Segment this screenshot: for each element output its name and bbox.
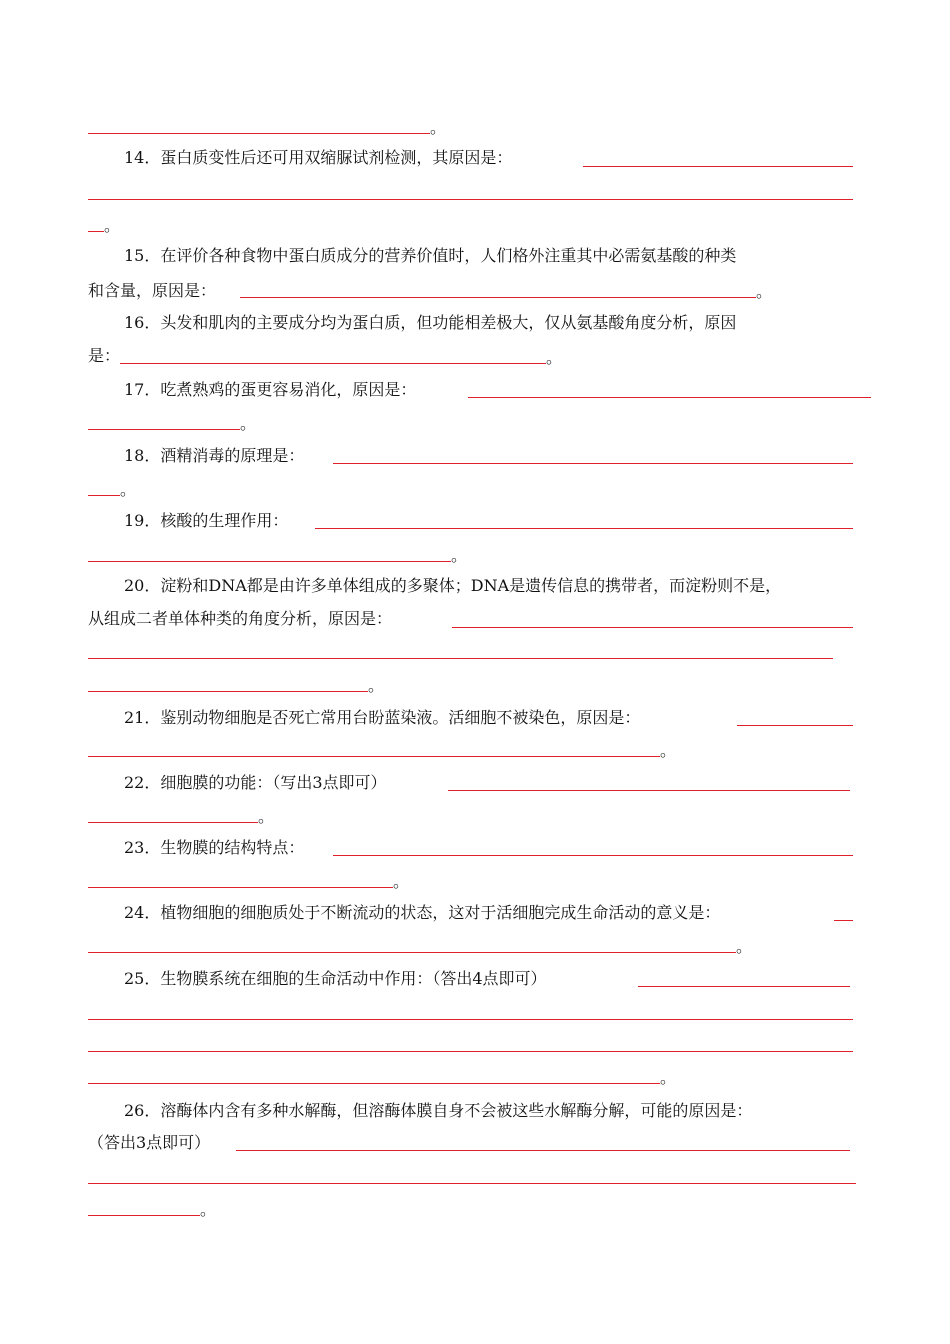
answer-line[interactable] [88, 952, 736, 953]
answer-line[interactable] [88, 691, 368, 692]
answer-line[interactable] [88, 1019, 853, 1020]
question-26-line1: 26．溶酶体内含有多种水解酶，但溶酶体膜自身不会被这些水解酶分解，可能的原因是： [124, 1101, 753, 1120]
question-17: 17．吃煮熟鸡的蛋更容易消化，原因是： [124, 380, 417, 399]
period: 。 [546, 348, 563, 367]
answer-line[interactable] [240, 297, 756, 298]
answer-line[interactable] [583, 166, 853, 167]
answer-line[interactable] [88, 495, 120, 496]
question-21: 21．鉴别动物细胞是否死亡常用台盼蓝染液。活细胞不被染色，原因是： [124, 708, 641, 727]
answer-line[interactable] [88, 133, 430, 134]
answer-line[interactable] [88, 756, 660, 757]
answer-line[interactable] [88, 1083, 660, 1084]
period: 。 [660, 1068, 677, 1087]
period: 。 [451, 546, 468, 565]
question-24: 24．植物细胞的细胞质处于不断流动的状态，这对于活细胞完成生命活动的意义是： [124, 903, 721, 922]
answer-line[interactable] [88, 1183, 856, 1184]
answer-line[interactable] [88, 822, 258, 823]
period: 。 [736, 937, 753, 956]
period: 。 [258, 807, 275, 826]
question-16-line1: 16．头发和肌肉的主要成分均为蛋白质，但功能相差极大，仅从氨基酸角度分析，原因 [124, 313, 737, 332]
answer-line[interactable] [333, 463, 853, 464]
answer-line[interactable] [88, 231, 104, 232]
answer-line[interactable] [638, 986, 850, 987]
question-16-line2: 是： [88, 346, 121, 365]
period: 。 [393, 872, 410, 891]
period: 。 [430, 118, 447, 137]
question-26-line2: （答出3点即可） [88, 1133, 211, 1152]
question-15-line2: 和含量，原因是： [88, 281, 217, 300]
question-14: 14．蛋白质变性后还可用双缩脲试剂检测，其原因是： [124, 148, 513, 167]
answer-line[interactable] [236, 1150, 850, 1151]
question-20-line1: 20．淀粉和DNA都是由许多单体组成的多聚体；DNA是遗传信息的携带者，而淀粉则不是， [124, 576, 782, 595]
answer-line[interactable] [468, 397, 871, 398]
question-15-line1: 15．在评价各种食物中蛋白质成分的营养价值时，人们格外注重其中必需氨基酸的种类 [124, 246, 737, 265]
answer-line[interactable] [88, 887, 393, 888]
question-20-line2: 从组成二者单体种类的角度分析，原因是： [88, 609, 393, 628]
period: 。 [200, 1200, 217, 1219]
answer-line[interactable] [737, 725, 853, 726]
period: 。 [660, 741, 677, 760]
answer-line[interactable] [333, 855, 853, 856]
answer-line[interactable] [120, 363, 546, 364]
question-22: 22．细胞膜的功能：（写出3点即可） [124, 773, 387, 792]
question-25: 25．生物膜系统在细胞的生命活动中作用：（答出4点即可） [124, 969, 547, 988]
answer-line[interactable] [448, 790, 850, 791]
period: 。 [368, 676, 385, 695]
answer-line[interactable] [88, 561, 451, 562]
answer-line[interactable] [88, 658, 833, 659]
answer-line[interactable] [834, 920, 853, 921]
question-23: 23．生物膜的结构特点： [124, 838, 305, 857]
answer-line[interactable] [88, 199, 853, 200]
question-18: 18．酒精消毒的原理是： [124, 446, 305, 465]
period: 。 [240, 414, 257, 433]
answer-line[interactable] [88, 429, 240, 430]
answer-line[interactable] [452, 627, 853, 628]
answer-line[interactable] [88, 1215, 200, 1216]
period: 。 [120, 480, 137, 499]
period: 。 [104, 216, 121, 235]
question-19: 19．核酸的生理作用： [124, 511, 289, 530]
period: 。 [756, 282, 773, 301]
answer-line[interactable] [88, 1051, 853, 1052]
answer-line[interactable] [315, 528, 853, 529]
